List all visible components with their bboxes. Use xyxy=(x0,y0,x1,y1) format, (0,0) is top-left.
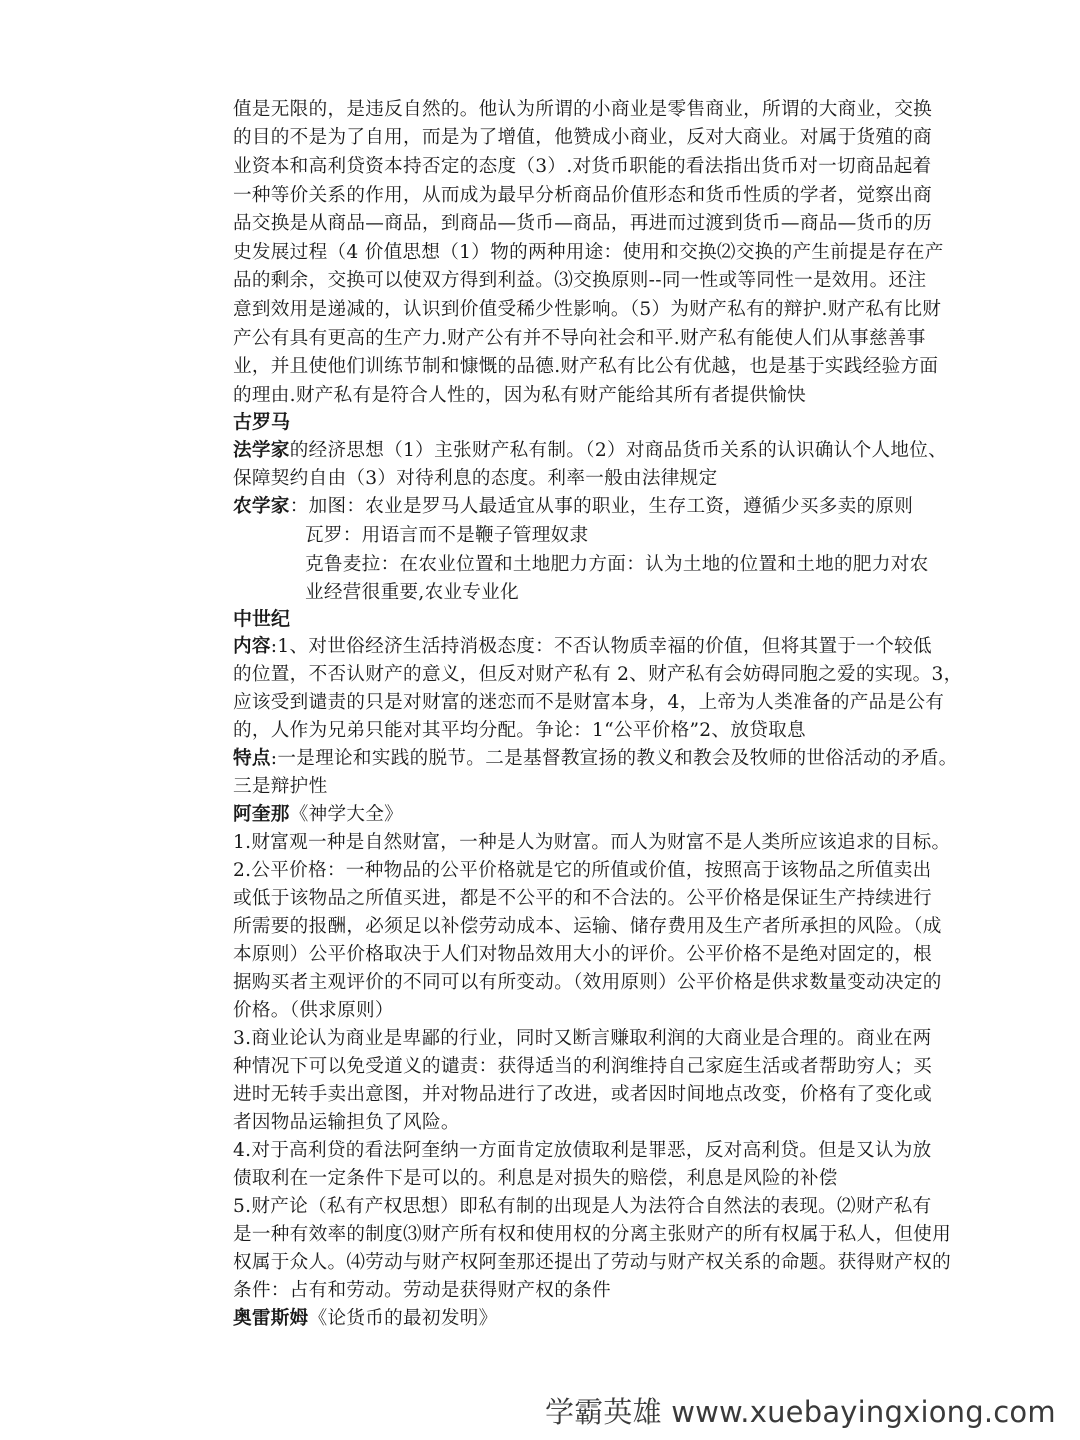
aquinas-line: 本原则）公平价格取决于人们对物品效用大小的评价。公平价格不是绝对固定的，根 xyxy=(233,944,933,965)
aquinas-line: 5.财产论（私有产权思想）即私有制的出现是人为法符合自然法的表现。⑵财产私有 xyxy=(233,1196,932,1217)
paragraph-line: 值是无限的，是违反自然的。他认为所谓的小商业是零售商业，所谓的大商业，交换 xyxy=(233,99,933,120)
paragraph-line: 史发展过程（4 价值思想（1）物的两种用途：使用和交换⑵交换的产生前提是存在产 xyxy=(233,242,944,263)
oresme-work: 《论货币的最初发明》 xyxy=(308,1308,498,1329)
paragraph-line: 业资本和高利贷资本持否定的态度（3）.对货币职能的看法指出货币对一切商品起着 xyxy=(233,156,932,177)
jurist-line xyxy=(233,438,947,464)
aquinas-line: 条件：占有和劳动。劳动是获得财产权的条件 xyxy=(233,1280,611,1301)
aquinas-line: 债取利在一定条件下是可以的。利息是对损失的赔偿，利息是风险的补偿 xyxy=(233,1168,838,1189)
aquinas-line: 1.财富观一种是自然财富，一种是人为财富。而人为财富不是人类所应该追求的目标。 xyxy=(233,832,951,853)
paragraph-line: 产公有具有更高的生产力.财产公有并不导向社会和平.财产私有能使人们从事慈善事 xyxy=(233,328,926,349)
paragraph-line: 的目的不是为了自用，而是为了增值，他赞成小商业，反对大商业。对属于货殖的商 xyxy=(233,127,933,148)
aquinas-line: 据购买者主观评价的不同可以有所变动。（效用原则）公平价格是供求数量变动决定的 xyxy=(233,972,942,993)
paragraph-line: 业，并且使他们训练节制和慷慨的品德.财产私有比公有优越，也是基于实践经验方面 xyxy=(233,356,939,377)
aquinas-line: 权属于众人。⑷劳动与财产权阿奎那还提出了劳动与财产权关系的命题。获得财产权的 xyxy=(233,1252,951,1273)
section-heading-rome: 古罗马 xyxy=(233,411,291,433)
feature-text: :一是理论和实践的脱节。二是基督教宣扬的教义和教会及牧师的世俗活动的矛盾。 xyxy=(270,748,958,769)
site-watermark: 学霸英雄 www.xuebayingxiong.com xyxy=(545,1395,1056,1429)
feature-line xyxy=(233,746,958,772)
content-line: 的，人作为兄弟只能对其平均分配。争论：1“公平价格”2、放贷取息 xyxy=(233,720,806,741)
content-label: 内容 xyxy=(233,636,271,657)
agronomist-line: 业经营很重要,农业专业化 xyxy=(305,582,520,603)
agronomist-line: 克鲁麦拉：在农业位置和土地肥力方面：认为土地的位置和土地的肥力对农 xyxy=(305,554,929,575)
paragraph-line: 品的剩余，交换可以使双方得到利益。⑶交换原则--同一性或等同性一是效用。还注 xyxy=(233,270,927,291)
aquinas-line: 种情况下可以免受道义的谴责：获得适当的利润维持自己家庭生活或者帮助穷人；买 xyxy=(233,1056,933,1077)
agronomist-text: ：加图：农业是罗马人最适宜从事的职业，生存工资，遵循少买多卖的原则 xyxy=(289,496,914,517)
aquinas-heading xyxy=(233,802,403,828)
paragraph-line: 品交换是从商品—商品，到商品—货币—商品，再进而过渡到货币—商品—货币的历 xyxy=(233,213,933,234)
oresme-name: 奥雷斯姆 xyxy=(233,1308,309,1329)
aquinas-line: 所需要的报酬，必须足以补偿劳动成本、运输、储存费用及生产者所承担的风险。（成 xyxy=(233,916,942,937)
content-line: 的位置，不否认财产的意义，但反对财产私有 2、财产私有会妨碍同胞之爱的实现。3， xyxy=(233,664,963,685)
aquinas-line: 4.对于高利贷的看法阿奎纳一方面肯定放债取利是罪恶，反对高利贷。但是又认为放 xyxy=(233,1140,932,1161)
aquinas-line: 或低于该物品之所值买进，都是不公平的和不合法的。公平价格是保证生产持续进行 xyxy=(233,888,933,909)
oresme-heading xyxy=(233,1306,498,1332)
paragraph-line: 意到效用是递减的，认识到价值受稀少性影响。（5）为财产私有的辩护.财产私有比财 xyxy=(233,299,942,320)
jurist-text: 的经济思想（1）主张财产私有制。（2）对商品货币关系的认识确认个人地位、 xyxy=(289,440,948,461)
aquinas-line: 是一种有效率的制度⑶财产所有权和使用权的分离主张财产的所有权属于私人，但使用 xyxy=(233,1224,951,1245)
paragraph-line: 一种等价关系的作用，从而成为最早分析商品价值形态和货币性质的学者，觉察出商 xyxy=(233,185,933,206)
content-line: 应该受到谴责的只是对财富的迷恋而不是财富本身，4，上帝为人类准备的产品是公有 xyxy=(233,692,945,713)
aquinas-line: 2.公平价格：一种物品的公平价格就是它的所值或价值，按照高于该物品之所值卖出 xyxy=(233,860,932,881)
agronomist-label: 农学家 xyxy=(233,496,290,517)
aquinas-line: 价格。（供求原则） xyxy=(233,1000,394,1021)
agronomist-line xyxy=(233,494,913,520)
aquinas-line: 3.商业论认为商业是卑鄙的行业，同时又断言赚取利润的大商业是合理的。商业在两 xyxy=(233,1028,932,1049)
section-heading-medieval: 中世纪 xyxy=(233,608,291,630)
feature-label: 特点 xyxy=(233,748,271,769)
aquinas-work: 《神学大全》 xyxy=(289,804,404,825)
content-line xyxy=(233,634,932,660)
aquinas-line: 者因物品运输担负了风险。 xyxy=(233,1112,460,1133)
content-text: :1、对世俗经济生活持消极态度：不否认物质幸福的价值，但将其置于一个较低 xyxy=(270,636,932,657)
jurist-line: 保障契约自由（3）对待利息的态度。利率一般由法律规定 xyxy=(233,468,718,489)
aquinas-name: 阿奎那 xyxy=(233,804,290,825)
paragraph-line: 的理由.财产私有是符合人性的，因为私有财产能给其所有者提供愉快 xyxy=(233,385,807,406)
feature-line: 三是辩护性 xyxy=(233,776,328,797)
jurist-label: 法学家 xyxy=(233,440,290,461)
agronomist-line: 瓦罗：用语言而不是鞭子管理奴隶 xyxy=(305,525,589,546)
aquinas-line: 进时无转手卖出意图，并对物品进行了改进，或者因时间地点改变，价格有了变化或 xyxy=(233,1084,933,1105)
